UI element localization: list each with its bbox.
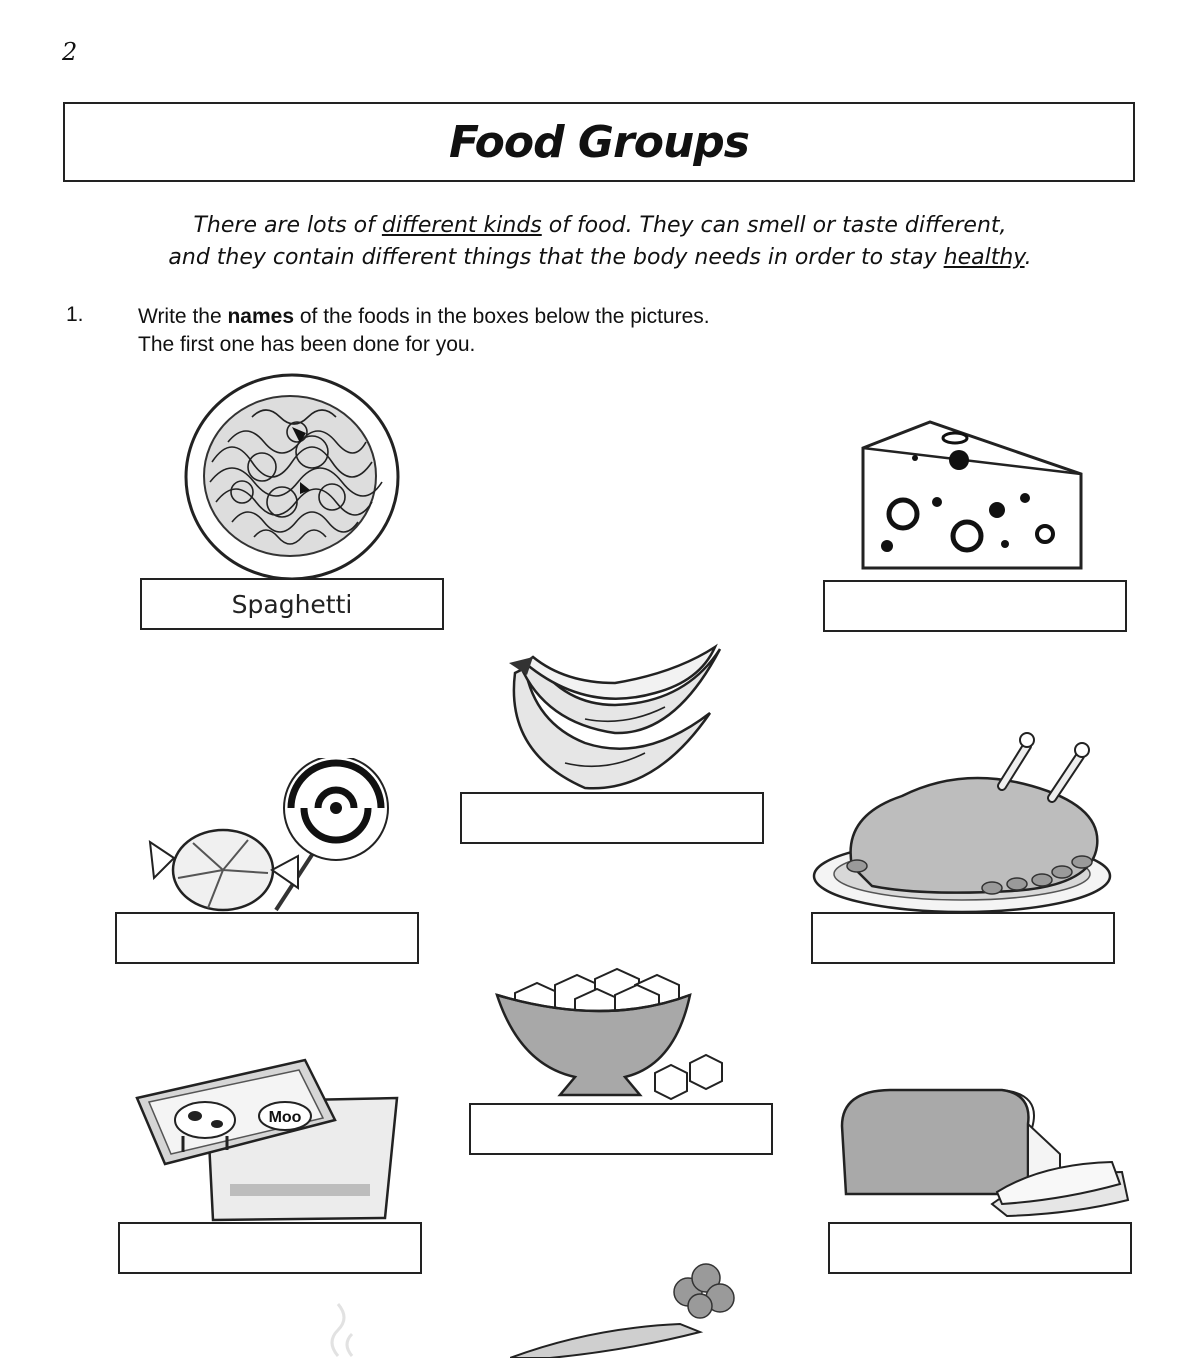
cheese-icon (855, 418, 1087, 570)
bananas-icon (505, 643, 730, 793)
answer-box-chicken[interactable] (811, 912, 1115, 964)
page-number: 2 (62, 38, 78, 66)
carrot-icon (510, 1262, 750, 1358)
answer-box-spaghetti[interactable]: Spaghetti (140, 578, 444, 630)
page-title: Food Groups (449, 116, 749, 168)
answer-box-cheese[interactable] (823, 580, 1127, 632)
candy-icon (148, 758, 393, 913)
answer-box-butter[interactable] (118, 1222, 422, 1274)
intro-line-2: and they contain different things that the body needs in order to stay healthy. (168, 245, 1032, 270)
question-number: 1. (66, 303, 84, 326)
spaghetti-icon (182, 372, 402, 582)
question-text: Write the names of the foods in the boxes below the pictures. The first one has been done for you. (138, 305, 710, 356)
bread-icon (832, 1084, 1134, 1222)
intro-text (100, 210, 1100, 274)
intro-line-1: There are lots of different kinds of food. They can smell or taste different, (193, 213, 1007, 238)
answer-box-sugar[interactable] (469, 1103, 773, 1155)
butter-brand-label: Moo (268, 1109, 302, 1126)
sugar-cubes-icon (495, 965, 730, 1105)
title-box (63, 102, 1135, 182)
butter-icon (135, 1058, 403, 1224)
answer-box-bread[interactable] (828, 1222, 1132, 1274)
answer-box-bananas[interactable] (460, 792, 764, 844)
roast-chicken-icon (812, 726, 1117, 914)
steam-icon (318, 1296, 368, 1358)
answer-box-candy[interactable] (115, 912, 419, 964)
